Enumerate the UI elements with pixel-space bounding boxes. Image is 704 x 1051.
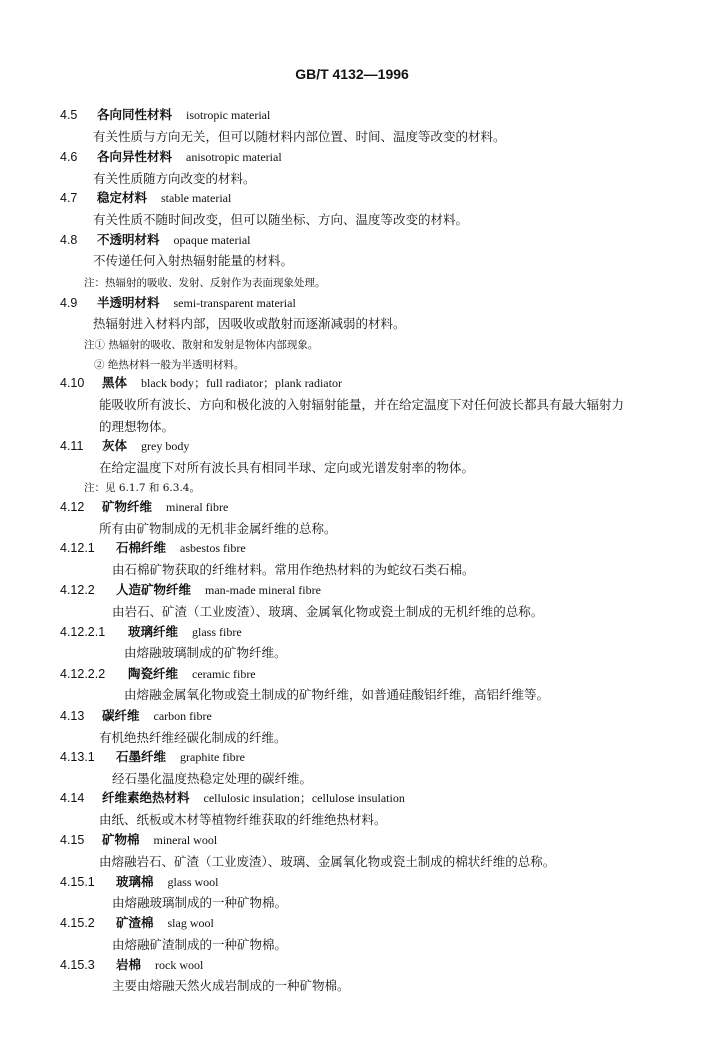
term-english: asbestos fibre [180,541,246,555]
term-definition: 由熔融岩石、矿渣（工业废渣）、玻璃、金属氧化物或瓷土制成的棉状纤维的总称。 [99,854,556,869]
term-chinese: 不透明材料 [97,232,160,247]
term-english: rock wool [155,958,204,972]
term-number: 4.15.3 [60,958,95,972]
term-line [60,540,246,556]
term-chinese: 各向异性材料 [97,149,173,164]
term-line [60,624,242,640]
term-definition: 有关性质随方向改变的材料。 [93,171,256,186]
term-chinese: 黑体 [102,375,128,390]
term-english: opaque material [173,233,251,247]
term-definition: 由熔融玻璃制成的一种矿物棉。 [112,895,288,910]
term-line [60,499,228,515]
term-chinese: 矿物纤维 [102,499,153,514]
term-line [60,957,203,973]
term-chinese: 矿物棉 [102,832,140,847]
term-note: 注：见 6.1.7 和 6.3.4。 [84,482,200,494]
term-note: 注：热辐射的吸收、发射、反射作为表面现象处理。 [84,277,326,289]
term-english: stable material [161,191,232,205]
term-english: semi-transparent material [173,296,296,310]
term-number: 4.11 [60,439,84,453]
term-definition: 由熔融玻璃制成的矿物纤维。 [124,645,287,660]
term-definition: 由岩石、矿渣（工业废渣）、玻璃、金属氧化物或瓷土制成的无机纤维的总称。 [112,604,544,619]
term-number: 4.9 [60,296,78,310]
term-number: 4.5 [60,108,78,122]
term-english: graphite fibre [180,750,245,764]
term-chinese: 玻璃棉 [116,874,154,889]
term-english: grey body [141,439,190,453]
term-english: slag wool [167,916,214,930]
term-english: anisotropic material [186,150,282,164]
term-line [60,749,245,765]
term-definition: 能吸收所有波长、方向和极化波的入射辐射能量，并在给定温度下对任何波长都具有最大辐射力 [99,397,625,412]
term-chinese: 碳纤维 [102,708,140,723]
term-number: 4.12.2.2 [60,667,106,681]
term-line [60,666,256,682]
term-definition: 由熔融矿渣制成的一种矿物棉。 [112,937,288,952]
term-chinese: 岩棉 [116,957,142,972]
term-number: 4.13 [60,709,85,723]
term-line [60,232,250,248]
term-english: ceramic fibre [192,667,256,681]
term-number: 4.13.1 [60,750,95,764]
term-definition: 不传递任何入射热辐射能量的材料。 [93,253,294,268]
term-number: 4.12.2 [60,583,95,597]
term-line [60,190,231,206]
term-english: glass wool [167,875,219,889]
term-chinese: 灰体 [102,438,128,453]
page-header: GB/T 4132—1996 [295,66,409,82]
term-line [60,790,405,806]
term-english: mineral fibre [166,500,229,514]
term-english: glass fibre [192,625,242,639]
term-number: 4.8 [60,233,78,247]
term-number: 4.7 [60,191,78,205]
term-english: carbon fibre [153,709,212,723]
term-chinese: 人造矿物纤维 [116,582,192,597]
term-line [60,915,214,931]
term-number: 4.15.2 [60,916,95,930]
term-line [60,149,282,165]
term-definition: 的理想物体。 [99,419,175,434]
term-definition: 由石棉矿物获取的纤维材料。常用作绝热材料的为蛇纹石类石棉。 [112,562,475,577]
term-line [60,375,342,391]
term-number: 4.12 [60,500,85,514]
term-definition: 在给定温度下对所有波长具有相同半球、定向或光谱发射率的物体。 [99,460,475,475]
term-definition: 有关性质与方向无关，但可以随材料内部位置、时间、温度等改变的材料。 [93,129,506,144]
term-chinese: 玻璃纤维 [128,624,179,639]
term-chinese: 石棉纤维 [116,540,167,555]
term-chinese: 纤维素绝热材料 [102,790,190,805]
term-number: 4.12.1 [60,541,95,555]
term-line [60,438,189,454]
term-chinese: 石墨纤维 [116,749,167,764]
term-note: 注① 热辐射的吸收、散射和发射是物体内部现象。 [84,339,319,351]
term-definition: 主要由熔融天然火成岩制成的一种矿物棉。 [112,978,350,993]
term-number: 4.15.1 [60,875,95,889]
term-definition: 所有由矿物制成的无机非金属纤维的总称。 [99,521,337,536]
term-english: mineral wool [153,833,218,847]
term-english: black body；full radiator；plank radiator [141,376,342,390]
term-definition: 由熔融金属氧化物或瓷土制成的矿物纤维，如普通硅酸铝纤维，高铝纤维等。 [124,687,550,702]
term-definition: 热辐射进入材料内部，因吸收或散射而逐渐减弱的材料。 [93,316,406,331]
term-chinese: 稳定材料 [97,190,148,205]
term-chinese: 半透明材料 [97,295,160,310]
term-line [60,708,212,724]
term-line [60,295,296,311]
term-line [60,107,270,123]
term-number: 4.14 [60,791,85,805]
term-line [60,832,217,848]
term-number: 4.10 [60,376,85,390]
term-note: ② 绝热材料一般为半透明材料。 [94,359,245,371]
term-english: isotropic material [186,108,271,122]
term-definition: 经石墨化温度热稳定处理的碳纤维。 [112,771,313,786]
term-number: 4.12.2.1 [60,625,106,639]
term-definition: 由纸、纸板或木材等植物纤维获取的纤维绝热材料。 [99,812,387,827]
term-chinese: 矿渣棉 [116,915,154,930]
term-definition: 有机绝热纤维经碳化制成的纤维。 [99,730,287,745]
term-number: 4.15 [60,833,85,847]
term-chinese: 陶瓷纤维 [128,666,179,681]
term-line [60,874,219,890]
term-definition: 有关性质不随时间改变，但可以随坐标、方向、温度等改变的材料。 [93,212,469,227]
term-line [60,582,321,598]
term-number: 4.6 [60,150,78,164]
term-english: cellulosic insulation；cellulose insulation [203,791,405,805]
term-english: man-made mineral fibre [205,583,321,597]
term-chinese: 各向同性材料 [97,107,173,122]
